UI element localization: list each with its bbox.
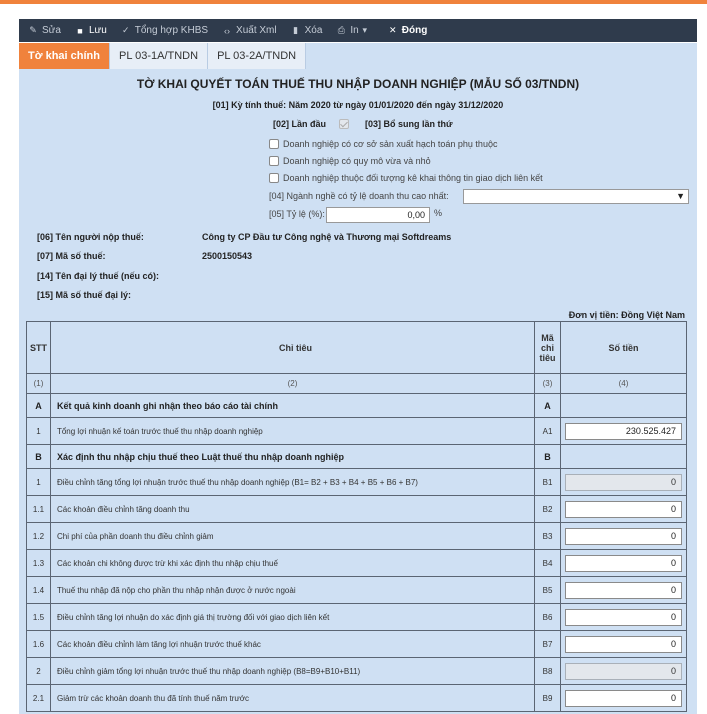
- table-row: [27, 577, 687, 604]
- amount-input-b8: 0: [565, 663, 682, 680]
- tax-period: [01] Kỳ tính thuế: Năm 2020 từ ngày 01/01/2020 đến ngày 31/12/2020: [212, 100, 504, 110]
- row-indicator: Xác định thu nhập chịu thuế theo Luật thuế thu nhập doanh nghiệp: [50, 445, 534, 469]
- ratio-unit: %: [434, 208, 443, 218]
- option-dependent-unit-checkbox[interactable]: [269, 139, 279, 149]
- table-row: [27, 658, 687, 685]
- row-code: B8: [535, 658, 561, 685]
- row-indicator: Các khoản điều chỉnh làm tăng lợi nhuận trước thuế khác: [50, 631, 534, 658]
- index-cell: (3): [535, 374, 561, 394]
- table-row: [27, 631, 687, 658]
- ratio-label: [05] Tỷ lệ (%):: [269, 209, 325, 219]
- table-row: [27, 469, 687, 496]
- tab-pl-03-1a[interactable]: PL 03-1A/TNDN: [110, 43, 208, 69]
- amount-input-a1[interactable]: 230.525.427: [565, 423, 682, 440]
- industry-label: [04] Ngành nghề có tỷ lệ doanh thu cao nhất:: [269, 191, 449, 201]
- option-related-transactions-checkbox[interactable]: [269, 173, 279, 183]
- row-stt: 1.4: [27, 577, 51, 604]
- delete-label: Xóa: [304, 25, 323, 36]
- export-xml-button[interactable]: [221, 25, 277, 36]
- ratio-input[interactable]: 0,00: [326, 207, 430, 223]
- option-dependent-unit-label: Doanh nghiệp có cơ sở sản xuất hạch toán phụ thuộc: [283, 139, 498, 149]
- tab-bar: [19, 43, 697, 69]
- edit-label: Sửa: [42, 25, 61, 36]
- amount-input-b3[interactable]: 0: [565, 528, 682, 545]
- row-indicator: Các khoản chi không được trừ khi xác định thu nhập chịu thuế: [50, 550, 534, 577]
- row-indicator: Các khoản điều chỉnh tăng doanh thu: [50, 496, 534, 523]
- amount-input-b5[interactable]: 0: [565, 582, 682, 599]
- amount-input-b1: 0: [565, 474, 682, 491]
- amount-input-b4[interactable]: 0: [565, 555, 682, 572]
- row-code: B: [535, 445, 561, 469]
- currency-unit: Đơn vị tiền: Đồng Việt Nam: [568, 310, 685, 320]
- amount-input-b2[interactable]: 0: [565, 501, 682, 518]
- option-sme[interactable]: [269, 156, 431, 166]
- table-row: [27, 445, 687, 469]
- summary-label: Tổng hợp KHBS: [134, 25, 209, 36]
- row-indicator: Giảm trừ các khoản doanh thu đã tính thuế năm trước: [50, 685, 534, 712]
- export-xml-label: Xuất Xml: [236, 25, 277, 36]
- table-row: [27, 604, 687, 631]
- save-label: Lưu: [88, 25, 107, 36]
- option-dependent-unit[interactable]: [269, 139, 497, 149]
- close-button[interactable]: [387, 25, 428, 36]
- row-code: B9: [535, 685, 561, 712]
- save-icon: ■: [77, 25, 83, 36]
- row-stt: 1.5: [27, 604, 51, 631]
- print-button[interactable]: [335, 25, 373, 36]
- row-stt: 2.1: [27, 685, 51, 712]
- tab-pl-03-2a[interactable]: PL 03-2A/TNDN: [208, 43, 306, 69]
- row-indicator: Điều chỉnh giảm tổng lợi nhuận trước thuế thu nhập doanh nghiệp (B8=B9+B10+B11): [50, 658, 534, 685]
- table-row: [27, 685, 687, 712]
- option-related-transactions[interactable]: [269, 173, 543, 183]
- row-indicator: Tổng lợi nhuận kế toán trước thuế thu nhập doanh nghiệp: [50, 418, 534, 445]
- table-row: [27, 523, 687, 550]
- form-content: [19, 69, 697, 714]
- row-stt: B: [27, 445, 51, 469]
- row-code: B7: [535, 631, 561, 658]
- edit-button[interactable]: [27, 25, 61, 36]
- supplement-label: [03] Bổ sung lần thứ: [365, 119, 453, 129]
- row-indicator: Chi phí của phần doanh thu điều chỉnh giảm: [50, 523, 534, 550]
- row-indicator: Thuế thu nhập đã nộp cho phần thu nhập nhận được ở nước ngoài: [50, 577, 534, 604]
- industry-select[interactable]: [463, 189, 689, 204]
- row-code: B4: [535, 550, 561, 577]
- delete-button[interactable]: [290, 25, 323, 36]
- tax-agent-label: [14] Tên đại lý thuế (nếu có):: [37, 271, 160, 281]
- printer-icon: ⎙: [337, 25, 345, 35]
- row-stt: 1.1: [27, 496, 51, 523]
- row-stt: 1: [27, 418, 51, 445]
- declaration-type-row: [273, 119, 453, 129]
- header-amount: Số tiền: [560, 322, 686, 374]
- header-indicator: Chỉ tiêu: [50, 322, 534, 374]
- row-code: B5: [535, 577, 561, 604]
- code-icon: ‹›: [224, 25, 231, 36]
- option-sme-checkbox[interactable]: [269, 156, 279, 166]
- amount-input-b7[interactable]: 0: [565, 636, 682, 653]
- amount-input-b9[interactable]: 0: [565, 690, 682, 707]
- tax-code-label: [07] Mã số thuế:: [37, 251, 106, 261]
- first-time-checkbox[interactable]: [339, 119, 349, 129]
- row-stt: 1.2: [27, 523, 51, 550]
- trash-icon: ▮: [293, 25, 299, 35]
- table-header-row: [27, 322, 687, 374]
- header-stt: STT: [27, 322, 51, 374]
- first-time-label: [02] Lần đầu: [273, 119, 327, 129]
- chevron-down-icon: ▼: [676, 191, 685, 201]
- close-icon: ✕: [388, 25, 397, 35]
- index-cell: (4): [560, 374, 686, 394]
- row-code: B1: [535, 469, 561, 496]
- row-code: B2: [535, 496, 561, 523]
- row-code: B6: [535, 604, 561, 631]
- index-cell: (1): [27, 374, 51, 394]
- row-code: B3: [535, 523, 561, 550]
- row-amount-empty: [560, 394, 686, 418]
- table-row: [27, 394, 687, 418]
- row-stt: 1: [27, 469, 51, 496]
- row-indicator: Điều chỉnh tăng tổng lợi nhuận trước thuế thu nhập doanh nghiệp (B1= B2 + B3 + B4 + B5 + B6 + B7): [50, 469, 534, 496]
- row-stt: A: [27, 394, 51, 418]
- amount-input-b6[interactable]: 0: [565, 609, 682, 626]
- row-stt: 1.6: [27, 631, 51, 658]
- table-index-row: [27, 374, 687, 394]
- option-sme-label: Doanh nghiệp có quy mô vừa và nhỏ: [283, 156, 431, 166]
- top-accent-line: [0, 0, 707, 4]
- check-circle-icon: ✓: [121, 25, 130, 35]
- row-stt: 1.3: [27, 550, 51, 577]
- row-amount-empty: [560, 445, 686, 469]
- row-indicator: Điều chỉnh tăng lợi nhuận do xác định giá thị trường đối với giao dịch liên kết: [50, 604, 534, 631]
- form-title: TỜ KHAI QUYẾT TOÁN THUẾ THU NHẬP DOANH NGHIỆP (MẪU SỐ 03/TNDN): [136, 77, 580, 91]
- tax-code-value: 2500150543: [202, 251, 253, 261]
- table-row: [27, 496, 687, 523]
- row-indicator: Kết quả kinh doanh ghi nhận theo báo cáo tài chính: [50, 394, 534, 418]
- index-cell: (2): [50, 374, 534, 394]
- save-button[interactable]: [74, 25, 107, 36]
- print-label: In: [350, 25, 359, 36]
- row-code: A: [535, 394, 561, 418]
- close-label: Đóng: [401, 25, 428, 36]
- tax-agent-code-label: [15] Mã số thuế đại lý:: [37, 290, 132, 300]
- row-stt: 2: [27, 658, 51, 685]
- tab-main-declaration[interactable]: Tờ khai chính: [19, 43, 110, 69]
- toolbar: [19, 19, 697, 42]
- caret-down-icon: ▾: [362, 25, 368, 35]
- summary-button[interactable]: [120, 25, 208, 36]
- tax-table: [26, 321, 687, 712]
- edit-icon: ✎: [29, 25, 37, 35]
- option-related-transactions-label: Doanh nghiệp thuộc đối tượng kê khai thông tin giao dịch liên kết: [283, 173, 543, 183]
- header-code: Mã chỉ tiêu: [535, 322, 561, 374]
- row-code: A1: [535, 418, 561, 445]
- table-row: [27, 418, 687, 445]
- table-row: [27, 550, 687, 577]
- taxpayer-name-label: [06] Tên người nộp thuế:: [37, 232, 144, 242]
- taxpayer-name-value: Công ty CP Đầu tư Công nghệ và Thương mại Softdreams: [202, 232, 452, 242]
